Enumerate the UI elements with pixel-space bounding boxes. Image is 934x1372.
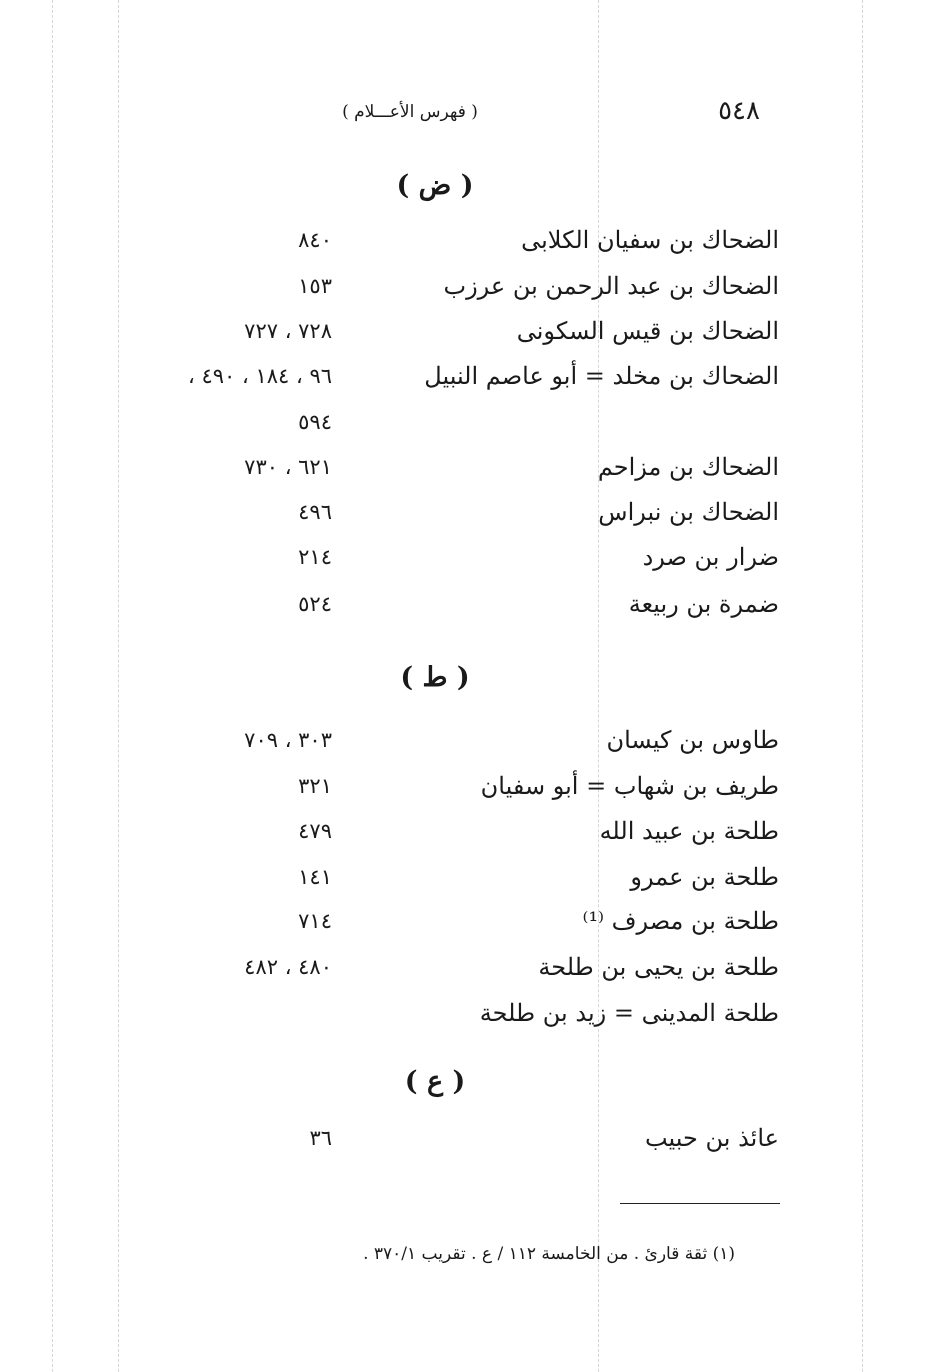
- section-heading-dad: ( ض ): [396, 170, 474, 201]
- index-entry: [0, 453, 934, 493]
- index-entry: [0, 907, 934, 947]
- entry-pages: ٣٦: [309, 1126, 332, 1150]
- entry-name: طلحة بن عمرو: [630, 863, 779, 891]
- index-entry: [0, 953, 934, 993]
- entry-pages: ٤٩٦: [298, 500, 332, 524]
- entry-pages: ٦٢١ ، ٧٣٠: [244, 455, 332, 479]
- scan-line: [52, 0, 53, 1372]
- index-entry: [0, 863, 934, 903]
- entry-name: الضحاك بن نبراس: [598, 498, 779, 526]
- scan-line: [862, 0, 863, 1372]
- entry-name: طلحة بن يحيى بن طلحة: [538, 953, 779, 981]
- section-heading-ta: ( ط ): [400, 662, 470, 693]
- footnote: (١) ثقة قارئ . من الخامسة ١١٢ / ع . تقريب ٣٧٠/١ .: [363, 1244, 735, 1264]
- entry-name: ضرار بن صرد: [642, 543, 779, 571]
- entry-name: الضحاك بن سفيان الكلابى: [521, 226, 779, 254]
- entry-pages: ٩٦ ، ١٨٤ ، ٤٩٠ ،: [188, 364, 332, 388]
- entry-name: عائذ بن حبيب: [644, 1124, 779, 1152]
- page-number: ٥٤٨: [718, 96, 760, 126]
- scan-line: [118, 0, 119, 1372]
- entry-pages: ٤٨٠ ، ٤٨٢: [244, 955, 332, 979]
- entry-pages: ٣٠٣ ، ٧٠٩: [244, 728, 332, 752]
- entry-name: الضحاك بن مخلد = أبو عاصم النبيل: [424, 362, 779, 390]
- entry-pages-continuation: ٥٩٤: [298, 410, 332, 434]
- entry-pages: ٨٤٠: [298, 228, 332, 252]
- entry-name: ضمرة بن ربيعة: [628, 590, 779, 618]
- entry-name: طاوس بن كيسان: [606, 726, 779, 754]
- entry-name: طلحة المدينى = زيد بن طلحة: [479, 999, 779, 1027]
- entry-name: طريف بن شهاب = أبو سفيان: [480, 772, 779, 800]
- index-entry: [0, 1124, 934, 1164]
- index-entry: [0, 543, 934, 583]
- entry-pages: ٤٧٩: [298, 819, 332, 843]
- index-entry: [0, 590, 934, 630]
- entry-name: الضحاك بن عبد الرحمن بن عرزب: [443, 272, 779, 300]
- entry-pages: ١٥٣: [298, 274, 332, 298]
- footnote-divider: [620, 1203, 780, 1204]
- entry-pages: ٥٢٤: [298, 592, 332, 616]
- entry-name: طلحة بن مصرف ⁽¹⁾: [582, 907, 779, 935]
- index-entry: [0, 772, 934, 812]
- entry-pages: ٣٢١: [298, 774, 332, 798]
- index-entry: [0, 226, 934, 266]
- section-heading-ain: ( ع ): [404, 1066, 466, 1097]
- entry-name: الضحاك بن قيس السكونى: [516, 317, 779, 345]
- scan-line: [598, 0, 599, 1372]
- entry-pages: ٧٢٨ ، ٧٢٧: [244, 319, 332, 343]
- entry-name: طلحة بن عبيد الله: [599, 817, 779, 845]
- index-entry: [0, 498, 934, 538]
- index-entry: [0, 817, 934, 857]
- entry-name: الضحاك بن مزاحم: [597, 453, 779, 481]
- entry-pages: ١٤١: [298, 865, 332, 889]
- index-entry: [0, 362, 934, 402]
- running-header-title: ( فهرس الأعـــلام ): [342, 102, 478, 122]
- entry-pages: ٢١٤: [298, 545, 332, 569]
- entry-pages: ٧١٤: [298, 909, 332, 933]
- index-entry: [0, 999, 934, 1039]
- index-entry: [0, 726, 934, 766]
- index-entry: [0, 272, 934, 312]
- index-entry: [0, 317, 934, 357]
